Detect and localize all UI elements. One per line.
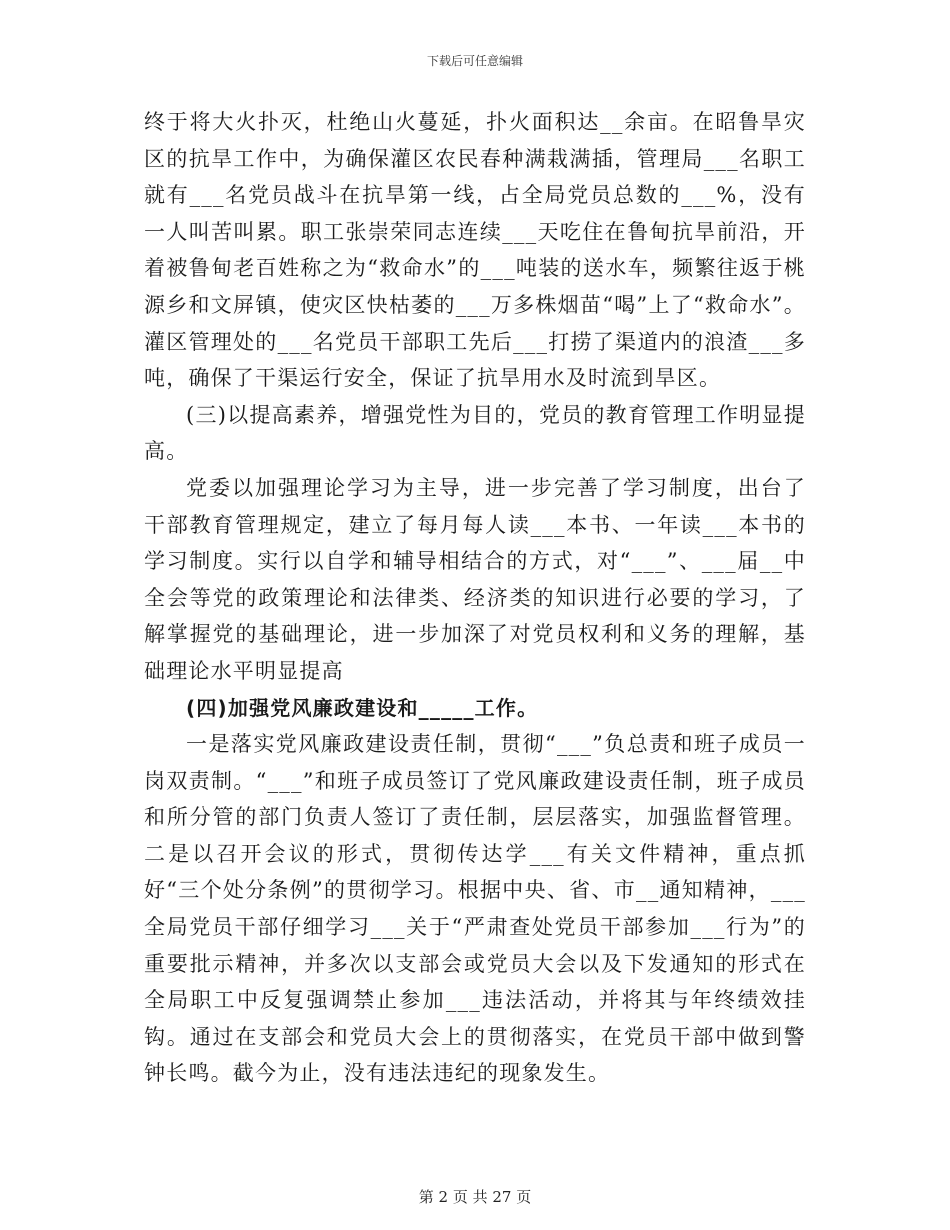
document-body [144,104,806,1092]
paragraph-study: 党委以加强理论学习为主导，进一步完善了学习制度，出台了干部教育管理规定，建立了每月每人读___本书、一年读___本书的学习制度。实行以自学和辅导相结合的方式，对“___”、___届__中全会等党的政策理论和法律类、经济类的知识进行必要的学习，了解掌握党的基础理论，进一步加深了对党员权利和义务的理解，基础理论水平明显提高 [144,475,806,683]
page-header: 下载后可任意编辑 [426,54,523,68]
page-number: 第 2 页 共 27 页 [418,1188,532,1206]
paragraph-continuation: 终于将大火扑灭，杜绝山火蔓延，扑火面积达__余亩。在昭鲁旱灾区的抗旱工作中，为确保灌区农民春种满栽满插，管理局___名职工就有___名党员战斗在抗旱第一线，占全局党员总数的___%，没有一人叫苦叫累。职工张崇荣同志连续___天吃住在鲁甸抗旱前沿，开着被鲁甸老百姓称之为“救命水”的___吨装的送水车，频繁往返于桃源乡和文屏镇，使灾区快枯萎的___万多株烟苗“喝”上了“救命水”。灌区管理处的___名党员干部职工先后___打捞了渠道内的浪渣___多吨，确保了干渠运行安全，保证了抗旱用水及时流到旱区。 [144,110,806,391]
paragraph-integrity: 一是落实党风廉政建设责任制，贯彻“___”负总责和班子成员一岗双责制。“___”和班子成员签订了党风廉政建设责任制，班子成员和所分管的部门负责人签订了责任制，层层落实，加强监督管理。二是以召开会议的形式，贯彻传达学___有关文件精神，重点抓好“三个处分条例”的贯彻学习。根据中央、省、市__通知精神，___全局党员干部仔细学习___关于“严肃查处党员干部参加___行为”的重要批示精神，并多次以支部会或党员大会以及下发通知的形式在全局职工中反复强调禁止参加___违法活动，并将其与年终绩效挂钩。通过在支部会和党员大会上的贯彻落实，在党员干部中做到警钟长鸣。截今为止，没有违法违纪的现象发生。 [144,732,806,1086]
section-heading-4: (四)加强党风廉政建设和_____工作。 [186,695,539,720]
section-heading-3: (三)以提高素养，增强党性为目的，党员的教育管理工作明显提高。 [144,402,806,464]
